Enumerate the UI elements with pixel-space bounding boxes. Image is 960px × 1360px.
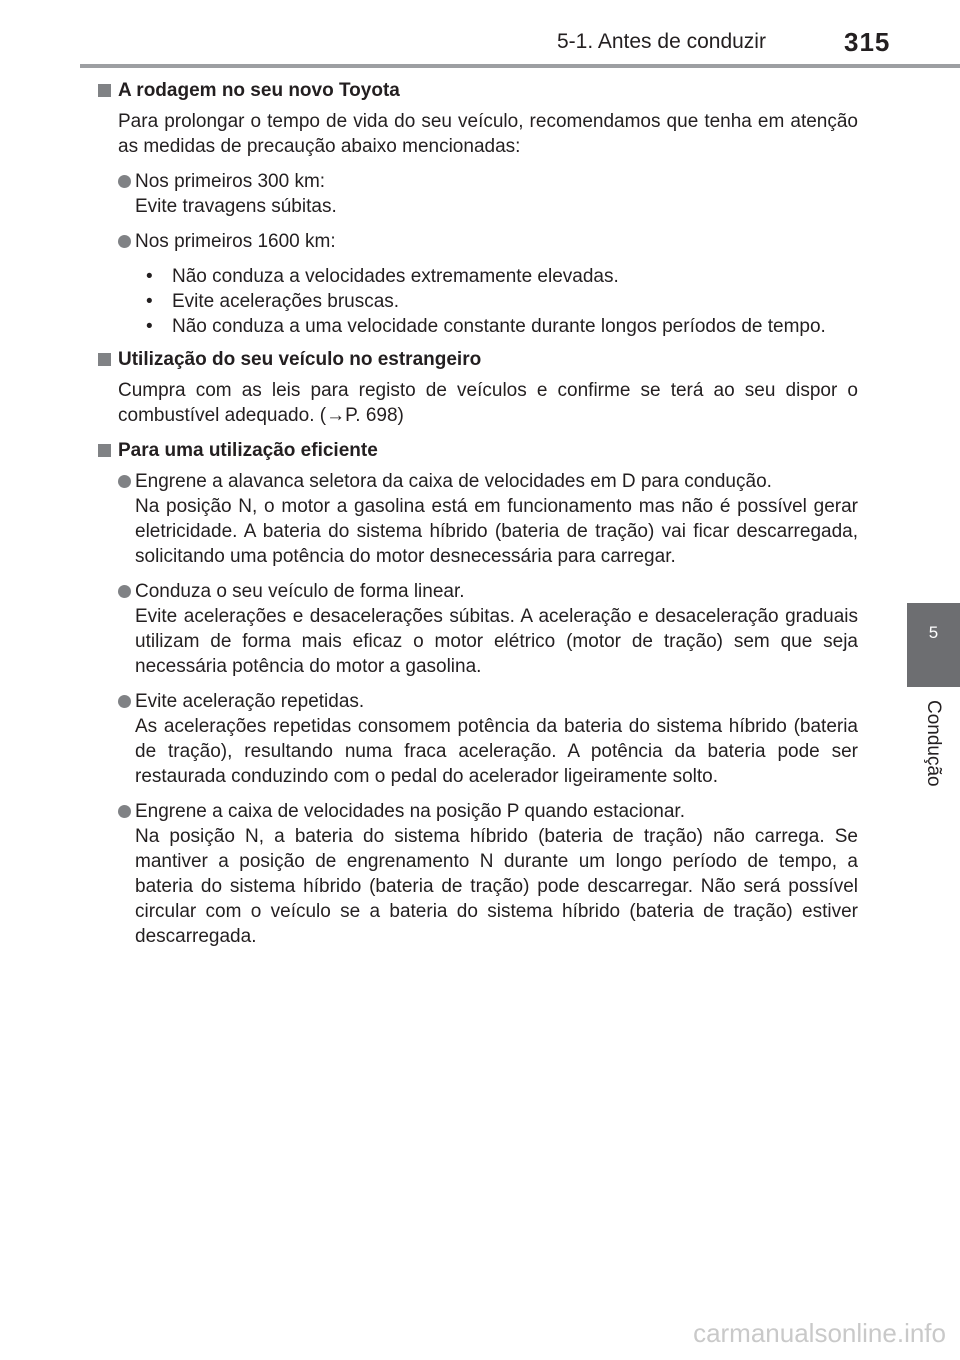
chapter-label: Condução bbox=[923, 700, 944, 787]
chapter-number: 5 bbox=[928, 623, 939, 642]
square-bullet-icon bbox=[98, 444, 111, 457]
circle-bullet-icon bbox=[118, 805, 131, 818]
list-item: Nos primeiros 300 km: Evite travagens súbitas. bbox=[98, 169, 858, 219]
list-item: Engrene a alavanca seletora da caixa de velocidades em D para condução. Na posição N, o motor a gasolina está em funcionamento mas não é possível gerar eletricidade. A bateria do sistema híbrido (bateria de tração) vai ficar descarregada, solicitando uma potência do motor desnecessária para carregar. bbox=[98, 469, 858, 569]
sub-list-item: • Não conduza a uma velocidade constante durante longos períodos de tempo. bbox=[146, 316, 826, 337]
list-item: Evite aceleração repetidas. As acelerações repetidas consomem potência da bateria do sistema híbrido (bateria de tração), resultando numa fraca aceleração. A potência da bateria pode ser restaurada conduzindo com o pedal do acelerador ligeiramente solto. bbox=[98, 689, 858, 789]
square-bullet-icon bbox=[98, 84, 111, 97]
circle-bullet-icon bbox=[118, 475, 131, 488]
section-heading: A rodagem no seu novo Toyota bbox=[98, 78, 858, 103]
chapter-tab bbox=[907, 603, 960, 687]
paragraph: Cumpra com as leis para registo de veículos e confirme se terá ao seu dispor o combustível adequado. (→P. 698) bbox=[118, 380, 858, 426]
paragraph: Para prolongar o tempo de vida do seu veículo, recomendamos que tenha em atenção as medidas de precaução abaixo mencionadas: bbox=[118, 111, 858, 157]
circle-bullet-icon bbox=[118, 175, 131, 188]
page-content bbox=[98, 78, 858, 959]
sub-list-item: • Não conduza a velocidades extremamente elevadas. bbox=[146, 266, 619, 287]
circle-bullet-icon bbox=[118, 585, 131, 598]
header-rule bbox=[80, 64, 960, 68]
sub-list-item: • Evite acelerações bruscas. bbox=[146, 291, 400, 312]
circle-bullet-icon bbox=[118, 695, 131, 708]
section-heading: Utilização do seu veículo no estrangeiro bbox=[98, 347, 858, 372]
watermark: carmanualsonline.info bbox=[693, 1318, 946, 1348]
circle-bullet-icon bbox=[118, 235, 131, 248]
square-bullet-icon bbox=[98, 353, 111, 366]
list-item: Nos primeiros 1600 km: bbox=[98, 229, 858, 254]
header-section-title: 5-1. Antes de conduzir bbox=[557, 30, 766, 53]
page-number: 315 bbox=[844, 27, 891, 57]
list-item: Conduza o seu veículo de forma linear. Evite acelerações e desacelerações súbitas. A aceleração e desaceleração graduais utilizam de forma mais eficaz o motor elétrico (motor de tração) sem que seja necessária potência do motor a gasolina. bbox=[98, 579, 858, 679]
list-item: Engrene a caixa de velocidades na posição P quando estacionar. Na posição N, a bateria do sistema híbrido (bateria de tração) não carrega. Se mantiver a posição de engrenamento N durante um longo período de tempo, a bateria do sistema híbrido (bateria de tração) pode descarregar. Não será possível circular com o veículo se a bateria do sistema híbrido (bateria de tração) estiver descarregada. bbox=[98, 799, 858, 949]
section-heading: Para uma utilização eficiente bbox=[98, 438, 858, 463]
